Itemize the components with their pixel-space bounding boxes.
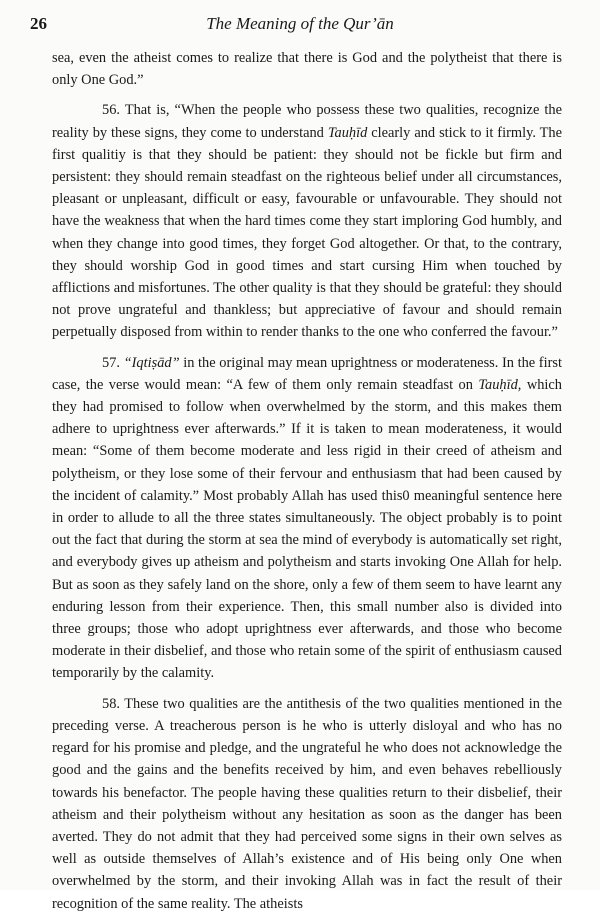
text-segment-italic: Tauḥīd, <box>478 376 522 393</box>
text-segment-italic: Tauḥīd <box>327 124 368 141</box>
text-segment: clearly and stick to it firmly. The first qualitiy is that they should be patient: they should not be fickle but firm and persistent: they should remain steadfast on the righteous belief under all circumstances, pleasant or unpleasant, difficult or easy, favourable or unfavourable. They should not have the weakness that when the hard times come they start imploring God humbly, and when they change into good times, they forget God altogether. Or that, to the contrary, they should worship God in good times and start cursing Him when touched by afflictions and misfortunes. The other quality is that they should be grateful: they should not prove ungrateful and thankless; but appreciative of favour and should remain perpetually disposed from within to render thanks to the one who conferred the favour.” <box>52 124 562 341</box>
text-segment: 57. <box>102 354 124 371</box>
note-58 <box>52 693 562 915</box>
text-segment: 56. That is, “When the people who possess these two qualities, recognize the reality by these signs, they come to understand <box>52 102 562 141</box>
note-56 <box>52 99 562 343</box>
page-number: 26 <box>30 14 47 33</box>
running-title: The Meaning of the Qur’ān <box>206 14 394 33</box>
text-segment-italic: “Iqtiṣād” <box>123 354 180 371</box>
note-57 <box>52 352 562 685</box>
body-text <box>52 47 562 915</box>
text-segment: sea, even the atheist comes to realize that there is God and the polytheist that there is only One God.” <box>52 50 562 89</box>
page-header <box>30 14 570 38</box>
text-segment: which they had promised to follow when overwhelmed by the storm, and this makes them adhere to uprightness ever afterwards.” If it is taken to mean moderateness, it would mean: “Some of them become moderate and less rigid in their creed of atheism and polytheism, or they lose some of their fervour and enthusiasm that had been caused by the incident of calamity.” Most probably Allah has used this0 meaningful sentence here in order to allude to all the three states simultaneously. The object probably is to point out the fact that during the storm at sea the mind of everybody is automatically set right, and everybody gives up atheism and polytheism and starts invoking One Allah for help. But as soon as they safely land on the shore, only a few of them seem to have learnt any enduring lesson from their experience. Then, this small number also is divided into three groups; those who adopt uprightness ever afterwards, and those who become moderate in their disbelief, and those who retain some of the spirit of enthusiasm caused temporarily by the calamity. <box>52 376 562 682</box>
text-segment: in the original may mean uprightness or moderateness. In the first case, the verse would mean: “A few of them only remain steadfast on <box>52 354 562 393</box>
text-segment: 58. These two qualities are the antithesis of the two qualities mentioned in the preceding verse. A treacherous person is he who is utterly disloyal and who has no regard for his promise and pledge, and the ungrateful he who does not acknowledge the good and the gains and the benefits received by him, and even behaves rebelliously towards his benefactor. The people having these qualities return to their disbelief, their atheism and their polytheism without any hesitation as soon as the danger has been averted. They do not admit that they had perceived some signs in their own selves as well as outside themselves of Allah’s existence and of His being only One when overwhelmed by the storm, and their invoking Allah was in fact the result of their recognition of the same reality. The atheists <box>52 695 562 912</box>
paragraph-continuation <box>52 47 562 91</box>
